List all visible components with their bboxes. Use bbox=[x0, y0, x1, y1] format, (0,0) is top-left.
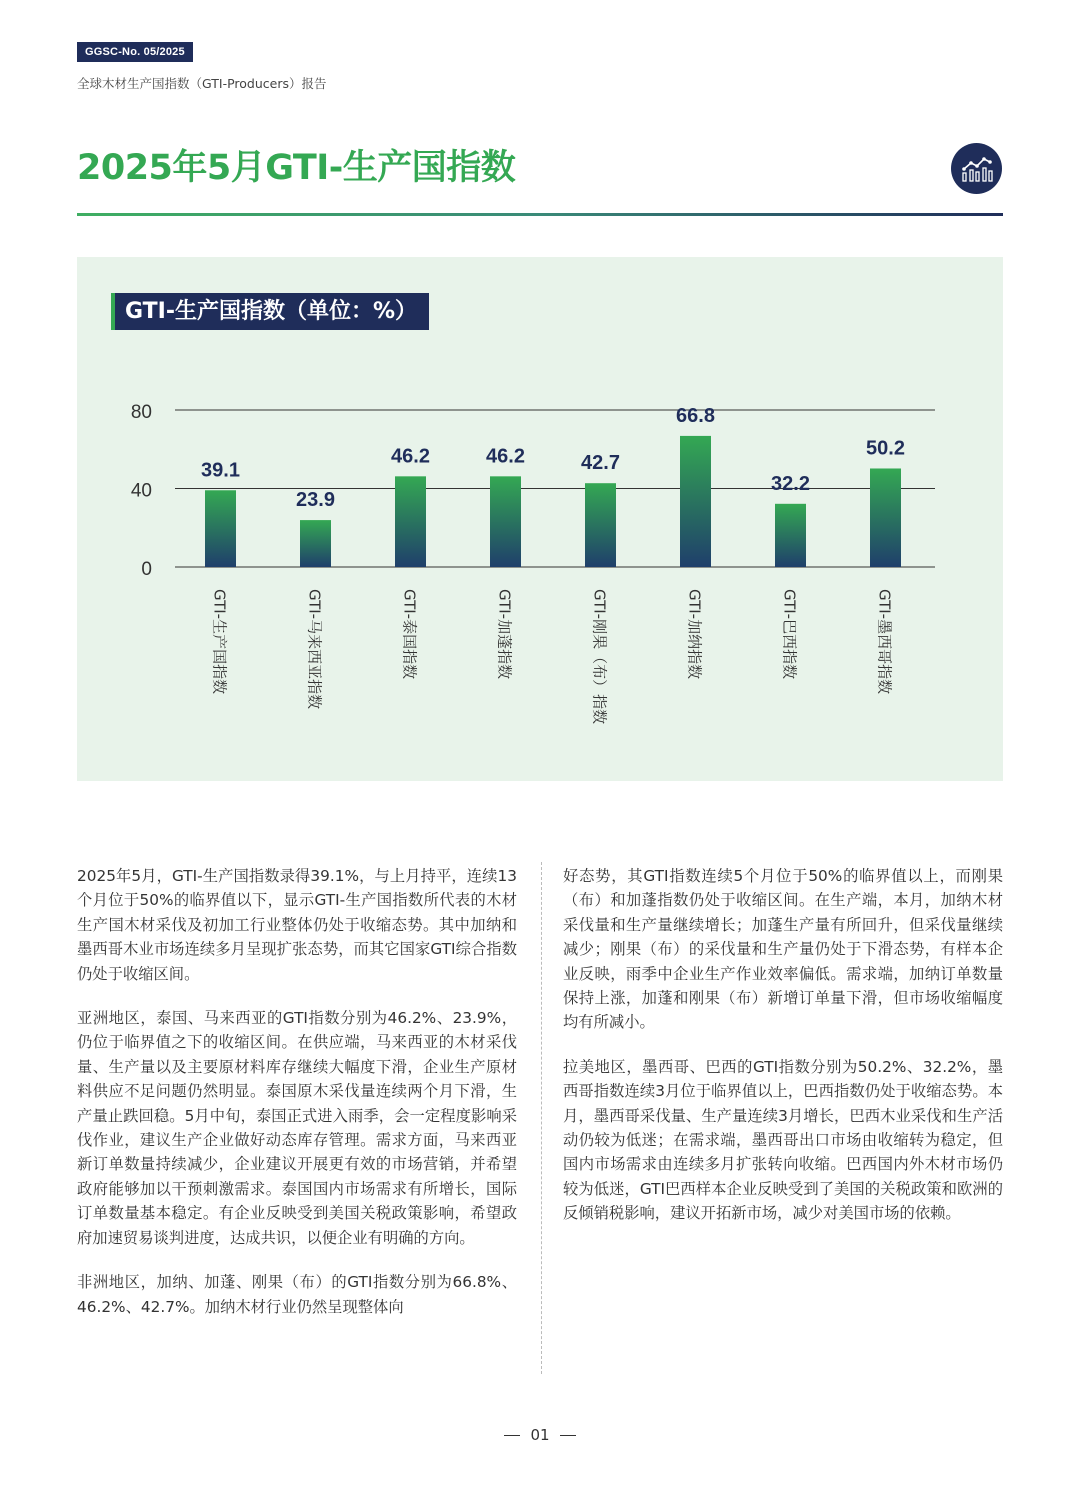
bar-value-label: 32.2 bbox=[771, 472, 810, 495]
bar bbox=[205, 490, 236, 567]
category-label: GTI-墨西哥指数 bbox=[875, 589, 894, 695]
bar bbox=[585, 483, 616, 567]
page-title: 2025年5月GTI-生产国指数 bbox=[77, 148, 516, 188]
paragraph-africa-cont: 好态势，其GTI指数连续5个月位于50%的临界值以上，而刚果（布）和加蓬指数仍处于收缩区间。在生产端，本月，加纳木材采伐量和生产量继续增长；加蓬生产量有所回升，但采伐量继续减少；刚果（布）的采伐量和生产量仍处于下滑态势，有样本企业反映，雨季中企业生产作业效率偏低。需求端，加纳订单数量保持上涨，加蓬和刚果（布）新增订单量下滑，但市场收缩幅度均有所减小。 bbox=[563, 867, 1003, 1032]
body-column-left bbox=[77, 864, 517, 1339]
bar-value-label: 46.2 bbox=[391, 445, 430, 468]
bar-value-label: 66.8 bbox=[676, 404, 715, 427]
category-label: GTI-巴西指数 bbox=[780, 589, 799, 680]
paragraph-africa-start: 非洲地区，加纳、加蓬、刚果（布）的GTI指数分别为66.8%、46.2%、42.7%。加纳木材行业仍然呈现整体向 bbox=[77, 1273, 517, 1316]
bar bbox=[680, 436, 711, 567]
bar bbox=[395, 476, 426, 567]
category-label: GTI-加蓬指数 bbox=[495, 589, 514, 680]
paragraph-asia: 亚洲地区，泰国、马来西亚的GTI指数分别为46.2%、23.9%，仍位于临界值之下的收缩区间。在供应端，马来西亚的木材采伐量、生产量以及主要原材料库存继续大幅度下滑，企业生产原材料供应不足问题仍然明显。泰国原木采伐量连续两个月下滑，生产量止跌回稳。5月中旬，泰国正式进入雨季，会一定程度影响采伐作业，建议生产企业做好动态库存管理。需求方面，马来西亚新订单数量持续减少，企业建议开展更有效的市场营销，并希望政府能够加以干预刺激需求。泰国国内市场需求有所增长，国际订单数量基本稳定。有企业反映受到美国关税政策影响，希望政府加速贸易谈判进度，达成共识，以便企业有明确的方向。 bbox=[77, 1009, 517, 1247]
bar bbox=[870, 468, 901, 567]
y-tick-label: 80 bbox=[130, 402, 152, 423]
page-number: 01 bbox=[0, 1426, 1080, 1444]
bar bbox=[300, 520, 331, 567]
bar-value-label: 23.9 bbox=[296, 489, 335, 512]
category-label: GTI-马来西亚指数 bbox=[305, 589, 324, 710]
category-label: GTI-生产国指数 bbox=[210, 589, 229, 695]
bar bbox=[775, 504, 806, 567]
chart-heading: GTI-生产国指数（单位：%） bbox=[115, 293, 429, 330]
report-name: 全球木材生产国指数（GTI-Producers）报告 bbox=[77, 76, 327, 91]
report-number-badge: GGSC-No. 05/2025 bbox=[77, 42, 193, 62]
bar-value-label: 39.1 bbox=[201, 459, 240, 482]
paragraph-latam: 拉美地区，墨西哥、巴西的GTI指数分别为50.2%、32.2%，墨西哥指数连续3月位于临界值以上，巴西指数仍处于收缩态势。本月，墨西哥采伐量、生产量连续3月增长，巴西木业采伐和生产活动仍较为低迷；在需求端，墨西哥出口市场由收缩转为稳定，但国内市场需求由连续多月扩张转向收缩。巴西国内外木材市场仍较为低迷，GTI巴西样本企业反映受到了美国的关税政策和欧洲的反倾销税影响，建议开拓新市场，减少对美国市场的依赖。 bbox=[563, 1057, 1003, 1223]
body-column-right bbox=[563, 864, 1003, 1246]
paragraph-overview: 2025年5月，GTI-生产国指数录得39.1%，与上月持平，连续13个月位于50%的临界值以下，显示GTI-生产国指数所代表的木材生产国木材采伐及初加工行业整体仍处于收缩态势。其中加纳和墨西哥木业市场连续多月呈现扩张态势，而其它国家GTI综合指数仍处于收缩区间。 bbox=[77, 867, 517, 983]
bar-value-label: 42.7 bbox=[581, 452, 620, 475]
y-tick-label: 0 bbox=[141, 559, 152, 580]
column-divider bbox=[541, 862, 542, 1374]
bar-value-label: 46.2 bbox=[486, 445, 525, 468]
category-label: GTI-泰国指数 bbox=[400, 589, 419, 680]
bar bbox=[490, 476, 521, 567]
category-label: GTI-刚果（布）指数 bbox=[590, 589, 609, 725]
category-label: GTI-加纳指数 bbox=[685, 589, 704, 680]
bar-value-label: 50.2 bbox=[866, 437, 905, 460]
y-tick-label: 40 bbox=[130, 480, 152, 502]
